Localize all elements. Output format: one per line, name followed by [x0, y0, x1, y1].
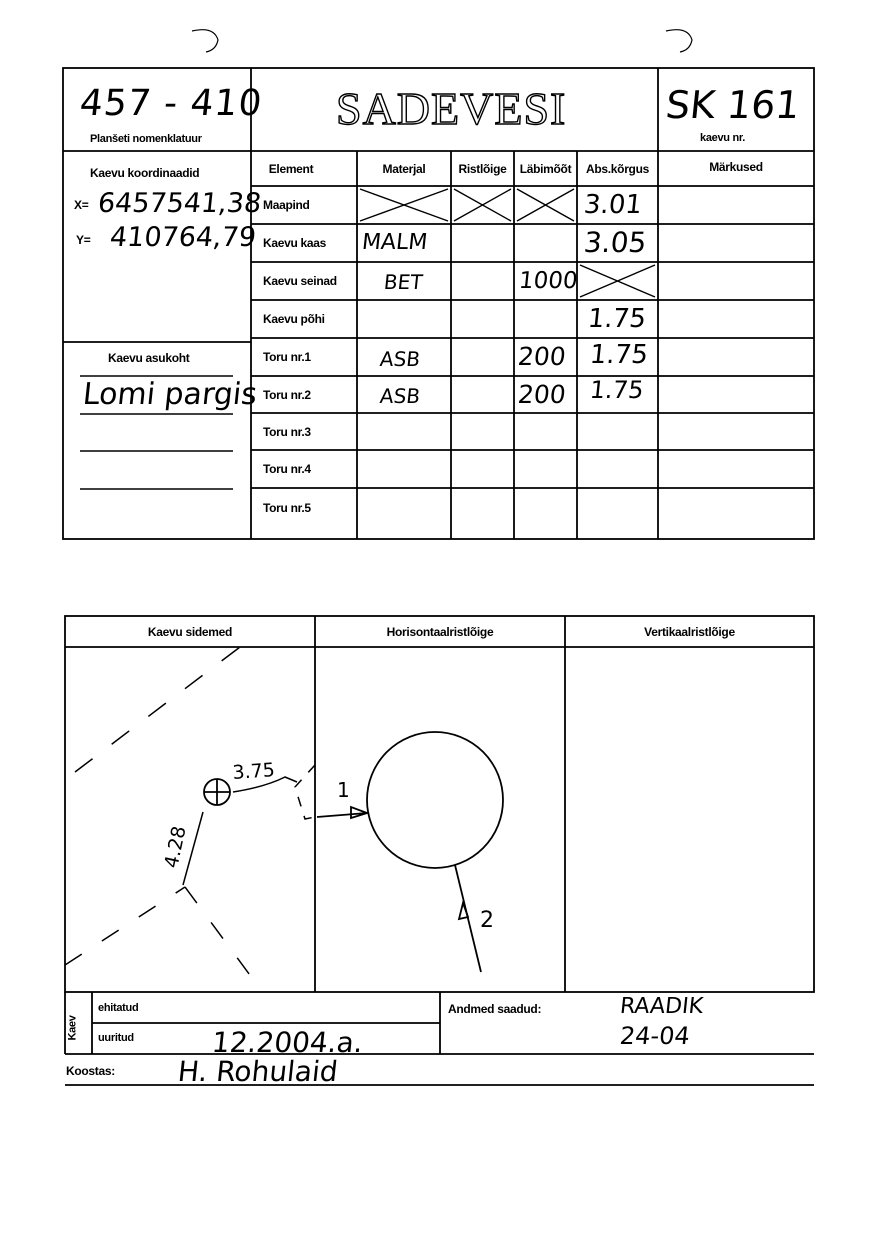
col-header-abs-height: Abs.kõrgus — [585, 161, 649, 176]
col-header-element: Element — [268, 161, 314, 176]
location-value: Lomi pargis — [81, 377, 259, 412]
boundary-line-diag — [185, 887, 255, 982]
tie-distance-1: 3.75 — [231, 759, 276, 784]
row-label-toru-2: Toru nr.2 — [263, 387, 311, 402]
col-header-horizontal-section: Horisontaalristlõige — [386, 624, 494, 639]
side-label-kaev: Kaev — [66, 1015, 79, 1041]
data-source-value: RAADIK — [618, 994, 705, 1019]
x-coordinate-value: 6457541,38 — [96, 188, 263, 219]
y-prefix: Y= — [76, 233, 91, 247]
cell-material-kaevu-seinad: BET — [382, 270, 424, 294]
cell-diameter-toru-2: 200 — [516, 380, 568, 409]
row-label-kaevu-kaas: Kaevu kaas — [263, 236, 327, 250]
cell-abs-toru-2: 1.75 — [588, 376, 645, 404]
row-label-toru-4: Toru nr.4 — [263, 462, 311, 476]
compiled-label: Koostas: — [66, 1064, 115, 1078]
col-header-cross-section: Ristlõige — [458, 161, 507, 176]
boundary-line-lower — [65, 887, 185, 965]
cell-abs-kaevu-pohi: 1.75 — [586, 304, 648, 334]
row-label-toru-1: Toru nr.1 — [263, 350, 311, 364]
built-label: ehitatud — [98, 1002, 139, 1014]
well-number-value: SK 161 — [663, 83, 802, 127]
cell-material-toru-2: ASB — [378, 384, 422, 408]
compiled-value: H. Rohulaid — [176, 1055, 340, 1088]
pipe-2-label: 2 — [480, 908, 494, 933]
well-ties-sketch — [65, 647, 315, 992]
col-header-notes: Märkused — [709, 160, 763, 174]
pipe-1-label: 1 — [337, 778, 350, 802]
nomenclature-label: Planšeti nomenklatuur — [90, 133, 202, 145]
pipe-2-arrow — [459, 903, 468, 919]
data-source-date: 24-04 — [618, 1022, 692, 1050]
surveyed-label: uuritud — [98, 1032, 134, 1044]
cell-diameter-toru-1: 200 — [516, 342, 568, 371]
x-prefix: X= — [74, 198, 89, 212]
corner-line — [295, 765, 315, 819]
pipe-1-arrow — [351, 807, 367, 818]
data-source-label: Andmed saadud: — [448, 1002, 542, 1016]
well-circle — [367, 732, 503, 868]
col-header-diameter: Läbimõõt — [519, 161, 572, 176]
cell-abs-toru-1: 1.75 — [588, 340, 650, 370]
y-coordinate-value: 410764,79 — [108, 222, 258, 253]
cell-abs-maapind: 3.01 — [582, 190, 644, 220]
well-number-label: kaevu nr. — [700, 132, 745, 144]
row-label-maapind: Maapind — [263, 198, 310, 212]
col-header-material: Materjal — [382, 161, 426, 176]
cell-abs-kaevu-kaas: 3.05 — [582, 226, 649, 259]
row-label-kaevu-pohi: Kaevu põhi — [263, 312, 325, 326]
row-label-kaevu-seinad: Kaevu seinad — [263, 274, 337, 288]
page-title: SADEVESI — [336, 83, 567, 134]
location-label: Kaevu asukoht — [108, 351, 190, 365]
cell-diameter-kaevu-seinad: 1000 — [517, 268, 579, 294]
horizontal-section-sketch — [315, 647, 565, 992]
boundary-line-upper — [75, 647, 240, 772]
col-header-well-ties: Kaevu sidemed — [147, 624, 233, 639]
cell-material-toru-1: ASB — [378, 347, 422, 371]
surveyed-value: 12.2004.a. — [210, 1026, 365, 1059]
cell-material-kaevu-kaas: MALM — [360, 230, 429, 255]
col-header-vertical-section: Vertikaalristlõige — [644, 624, 735, 639]
well-symbol — [204, 779, 230, 805]
row-label-toru-3: Toru nr.3 — [263, 424, 311, 439]
tie-distance-2: 4.28 — [160, 824, 191, 871]
coordinates-label: Kaevu koordinaadid — [90, 166, 200, 180]
row-label-toru-5: Toru nr.5 — [263, 501, 311, 515]
nomenclature-value: 457 - 410 — [77, 83, 265, 124]
